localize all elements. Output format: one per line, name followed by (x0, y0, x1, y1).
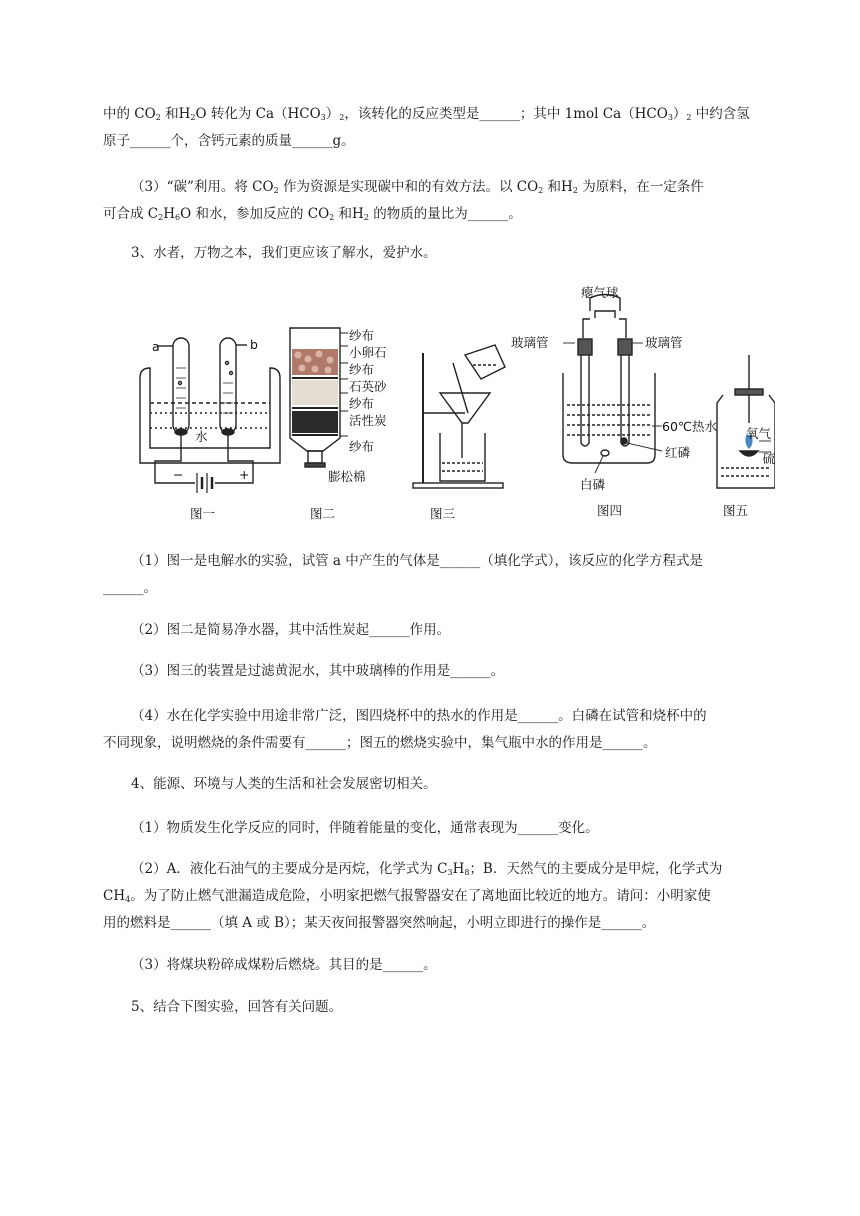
fig4-red-p-label: 红磷 (665, 445, 691, 460)
fig1-label-minus: − (173, 467, 184, 482)
fig5-sulfur-diagram (717, 355, 775, 488)
fig1-electrolysis-diagram (140, 338, 280, 493)
q4-s2-line-2: $CH_4$。为了防止燃气泄漏造成危险，小明家把燃气报警器安在了离地面比较近的地方。请问：小明家使 (103, 888, 711, 904)
q4-title: 4、能源、环境与人类的生活和社会发展密切相关。 (131, 776, 437, 792)
q3-s3: （3）图三的装置是过滤黄泥水，其中玻璃棒的作用是______。 (131, 663, 505, 679)
p1-line-1: 中的 $CO_2$ 和$H_2O$ 转化为 $Ca(HCO_3)_2$，该转化的反应类型是______；其中 1mol $Ca(HCO_3)_2$ 中约含氢 (103, 106, 750, 122)
q4-s1: （1）物质发生化学反应的同时，伴随着能量的变化，通常表现为______变化。 (131, 820, 599, 836)
fig4-tube-left-label: 玻璃管 (511, 335, 549, 350)
fig1-label-a: a (152, 339, 160, 354)
q4-s2-line-3: 用的燃料是______（填 A 或 B）；某天夜间报警器突然响起，小明立即进行的操作是______。 (103, 915, 656, 931)
fig4-balloon-label: 瘪气球 (581, 285, 619, 300)
fig2-layer-3: 纱布 (349, 362, 375, 377)
fig1-caption: 图一 (190, 506, 216, 521)
fig2-layer-1: 纱布 (349, 328, 375, 343)
fig2-purifier-diagram (290, 328, 348, 467)
p2-line-2: 可合成 $C_2H_6O$ 和水，参加反应的 $CO_2$ 和$H_2$ 的物质的量比为______。 (103, 206, 522, 222)
fig1-label-plus: + (239, 467, 250, 482)
fig2-layer-2: 小卵石 (349, 345, 387, 360)
fig3-filtration-diagram (413, 345, 505, 488)
fig3-caption: 图三 (430, 506, 456, 521)
experiment-figures (135, 283, 775, 523)
fig1-label-b: b (250, 337, 258, 352)
q3-s1-line-1: （1）图一是电解水的实验，试管 a 中产生的气体是______（填化学式），该反应的化学方程式是 (131, 553, 703, 569)
experiment-figures-svg (135, 283, 775, 523)
q4-s3: （3）将煤块粉碎成煤粉后燃烧。其目的是______。 (131, 957, 437, 973)
fig1-label-water: 水 (195, 429, 208, 444)
fig4-tube-right-label: 玻璃管 (645, 335, 683, 350)
fig5-caption: 图五 (723, 503, 749, 518)
q3-s4-line-1: （4）水在化学实验中用途非常广泛，图四烧杯中的热水的作用是______。白磷在试管和烧杯中的 (131, 708, 707, 724)
fig2-bottom-label: 膨松棉 (328, 469, 366, 484)
q3-s2: （2）图二是简易净水器，其中活性炭起______作用。 (131, 622, 451, 638)
fig2-layer-6: 活性炭 (349, 413, 387, 428)
fig5-oxygen-label: 氧气 (745, 426, 771, 441)
q5-title: 5、结合下图实验，回答有关问题。 (131, 999, 343, 1015)
q3-title: 3、水者，万物之本，我们更应该了解水，爱护水。 (131, 245, 437, 261)
fig2-layer-5: 纱布 (349, 396, 375, 411)
q3-s1-line-2: ______。 (103, 580, 157, 596)
fig4-hot-water-label: 60℃热水 (662, 419, 717, 434)
q3-s4-line-2: 不同现象，说明燃烧的条件需要有______；图五的燃烧实验中，集气瓶中水的作用是______。 (103, 735, 657, 751)
fig4-white-p-label: 白磷 (580, 477, 606, 492)
q4-s2-line-1: （2）A．液化石油气的主要成分是丙烷，化学式为 $C_3H_8$；B．天然气的主要成分是甲烷，化学式为 (131, 861, 723, 877)
fig2-layer-4: 石英砂 (349, 379, 387, 394)
fig4-combustion-diagram (563, 295, 662, 474)
fig2-layer-7: 纱布 (349, 439, 375, 454)
fig2-caption: 图二 (310, 506, 336, 521)
p1-line-2: 原子______个，含钙元素的质量______g。 (103, 133, 355, 149)
fig4-caption: 图四 (597, 503, 623, 518)
p2-line-1: （3）“碳”利用。将 $CO_2$ 作为资源是实现碳中和的有效方法。以 $CO_2$ 和$H_2$ 为原料，在一定条件 (131, 179, 704, 195)
fig5-sulfur-label: 硫 (762, 451, 775, 466)
